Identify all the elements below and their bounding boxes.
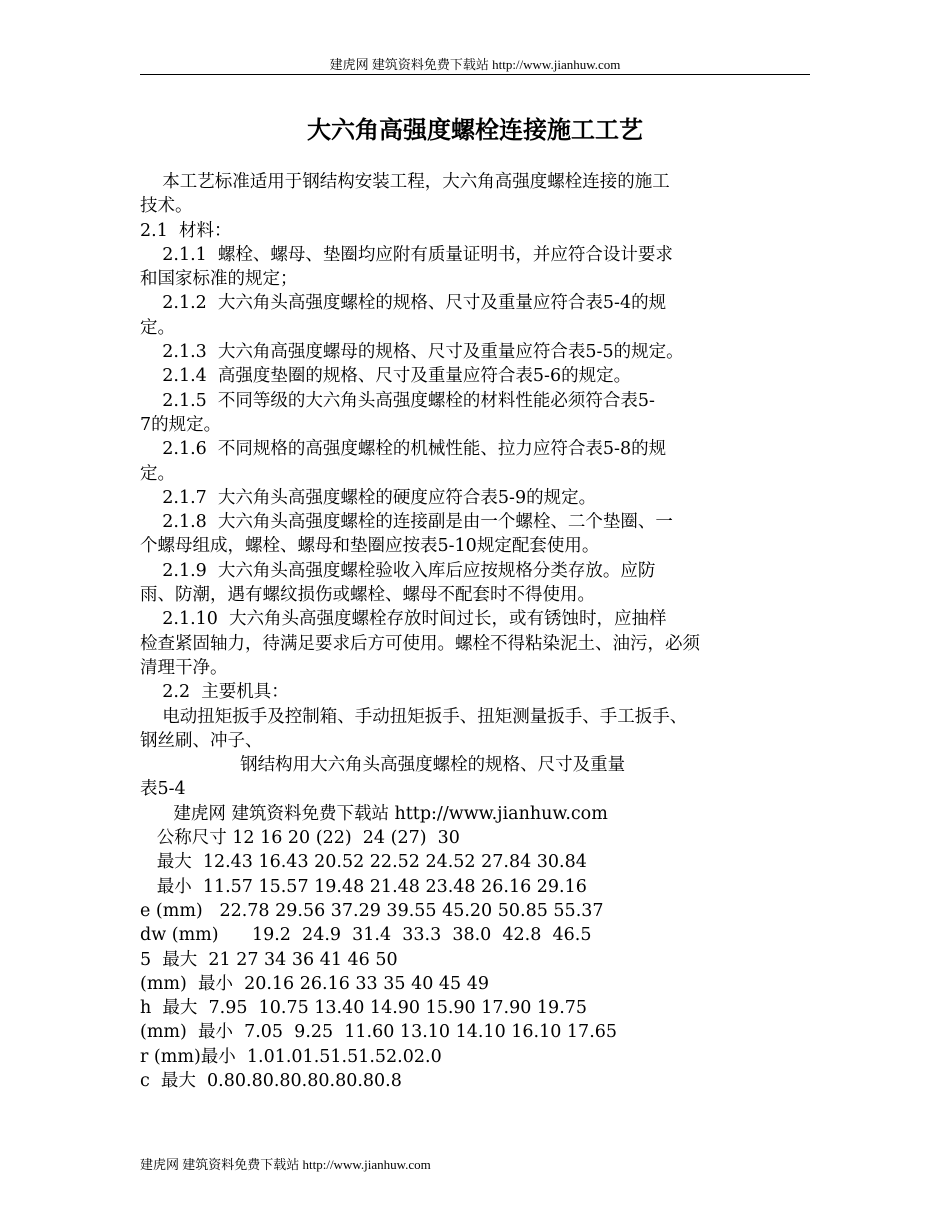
- text-line: 钢丝刷、冲子、: [140, 730, 263, 751]
- table-row: 公称尺寸 12 16 20 (22) 24 (27) 30: [140, 828, 460, 849]
- text-line: 2.1.5 不同等级的大六角头高强度螺栓的材料性能必须符合表5-: [140, 390, 655, 411]
- table-row: (mm) 最小 7.05 9.25 11.60 13.10 14.10 16.10 17.65: [140, 1022, 618, 1043]
- text-line: 建虎网 建筑资料免费下载站 http://www.jianhuw.com: [140, 803, 608, 824]
- table-row: 最小 11.57 15.57 19.48 21.48 23.48 26.16 29.16: [140, 876, 587, 897]
- text-line: 7的规定。: [140, 414, 222, 435]
- text-line: 2.1.1 螺栓、螺母、垫圈均应附有质量证明书，并应符合设计要求: [140, 244, 673, 265]
- table-row: (mm) 最小 20.16 26.16 33 35 40 45 49: [140, 973, 490, 994]
- text-line: 2.1 材料：: [140, 220, 232, 241]
- text-line: 钢结构用大六角头高强度螺栓的规格、尺寸及重量: [140, 755, 626, 776]
- table-row: 最大 12.43 16.43 20.52 22.52 24.52 27.84 30.84: [140, 852, 587, 873]
- text-line: 2.1.7 大六角头高强度螺栓的硬度应符合表5-9的规定。: [140, 487, 597, 508]
- text-line: 雨、防潮，遇有螺纹损伤或螺栓、螺母不配套时不得使用。: [140, 585, 595, 606]
- text-line: 2.1.3 大六角高强度螺母的规格、尺寸及重量应符合表5-5的规定。: [140, 342, 684, 363]
- table-row: r (mm)最小 1.01.01.51.51.52.02.0: [140, 1046, 442, 1067]
- text-line: 2.1.10 大六角头高强度螺栓存放时间过长，或有锈蚀时，应抽样: [140, 609, 667, 630]
- text-line: 2.1.4 高强度垫圈的规格、尺寸及重量应符合表5-6的规定。: [140, 366, 632, 387]
- text-line: 个螺母组成，螺栓、螺母和垫圈应按表5-10规定配套使用。: [140, 536, 600, 557]
- text-line: 2.1.6 不同规格的高强度螺栓的机械性能、拉力应符合表5-8的规: [140, 439, 667, 460]
- document-body: [140, 170, 830, 1093]
- text-line: 技术。: [140, 196, 193, 217]
- document-title: 大六角高强度螺栓连接施工工艺: [307, 116, 643, 144]
- header-divider: [140, 74, 810, 75]
- text-line: 2.1.8 大六角头高强度螺栓的连接副是由一个螺栓、二个垫圈、一: [140, 512, 673, 533]
- text-line: 定。: [140, 463, 175, 484]
- table-row: e (mm) 22.78 29.56 37.29 39.55 45.20 50.85 55.37: [140, 900, 604, 921]
- text-line: 定。: [140, 317, 175, 338]
- text-line: 清理干净。: [140, 657, 228, 678]
- table-row: h 最大 7.95 10.75 13.40 14.90 15.90 17.90 19.75: [140, 998, 588, 1019]
- table-row: dw (mm) 19.2 24.9 31.4 33.3 38.0 42.8 46.5: [140, 925, 592, 946]
- text-line: 和国家标准的规定；: [140, 269, 298, 290]
- text-line: 本工艺标准适用于钢结构安装工程，大六角高强度螺栓连接的施工: [140, 172, 670, 192]
- text-line: 电动扭矩扳手及控制箱、手动扭矩扳手、扭矩测量扳手、手工扳手、: [140, 706, 688, 727]
- table-row: c 最大 0.80.80.80.80.80.80.8: [140, 1070, 402, 1091]
- table-row: 5 最大 21 27 34 36 41 46 50: [140, 949, 398, 970]
- page-header: 建虎网 建筑资料免费下载站 http://www.jianhuw.com: [329, 57, 621, 72]
- text-line: 2.1.2 大六角头高强度螺栓的规格、尺寸及重量应符合表5-4的规: [140, 293, 667, 314]
- text-line: 2.2 主要机具：: [140, 682, 289, 703]
- text-line: 检查紧固轴力，待满足要求后方可使用。螺栓不得粘染泥土、油污，必须: [140, 633, 700, 654]
- text-line: 2.1.9 大六角头高强度螺栓验收入库后应按规格分类存放。应防: [140, 560, 656, 581]
- text-line: 表5-4: [140, 779, 186, 800]
- page-footer: 建虎网 建筑资料免费下载站 http://www.jianhuw.com: [140, 1157, 431, 1172]
